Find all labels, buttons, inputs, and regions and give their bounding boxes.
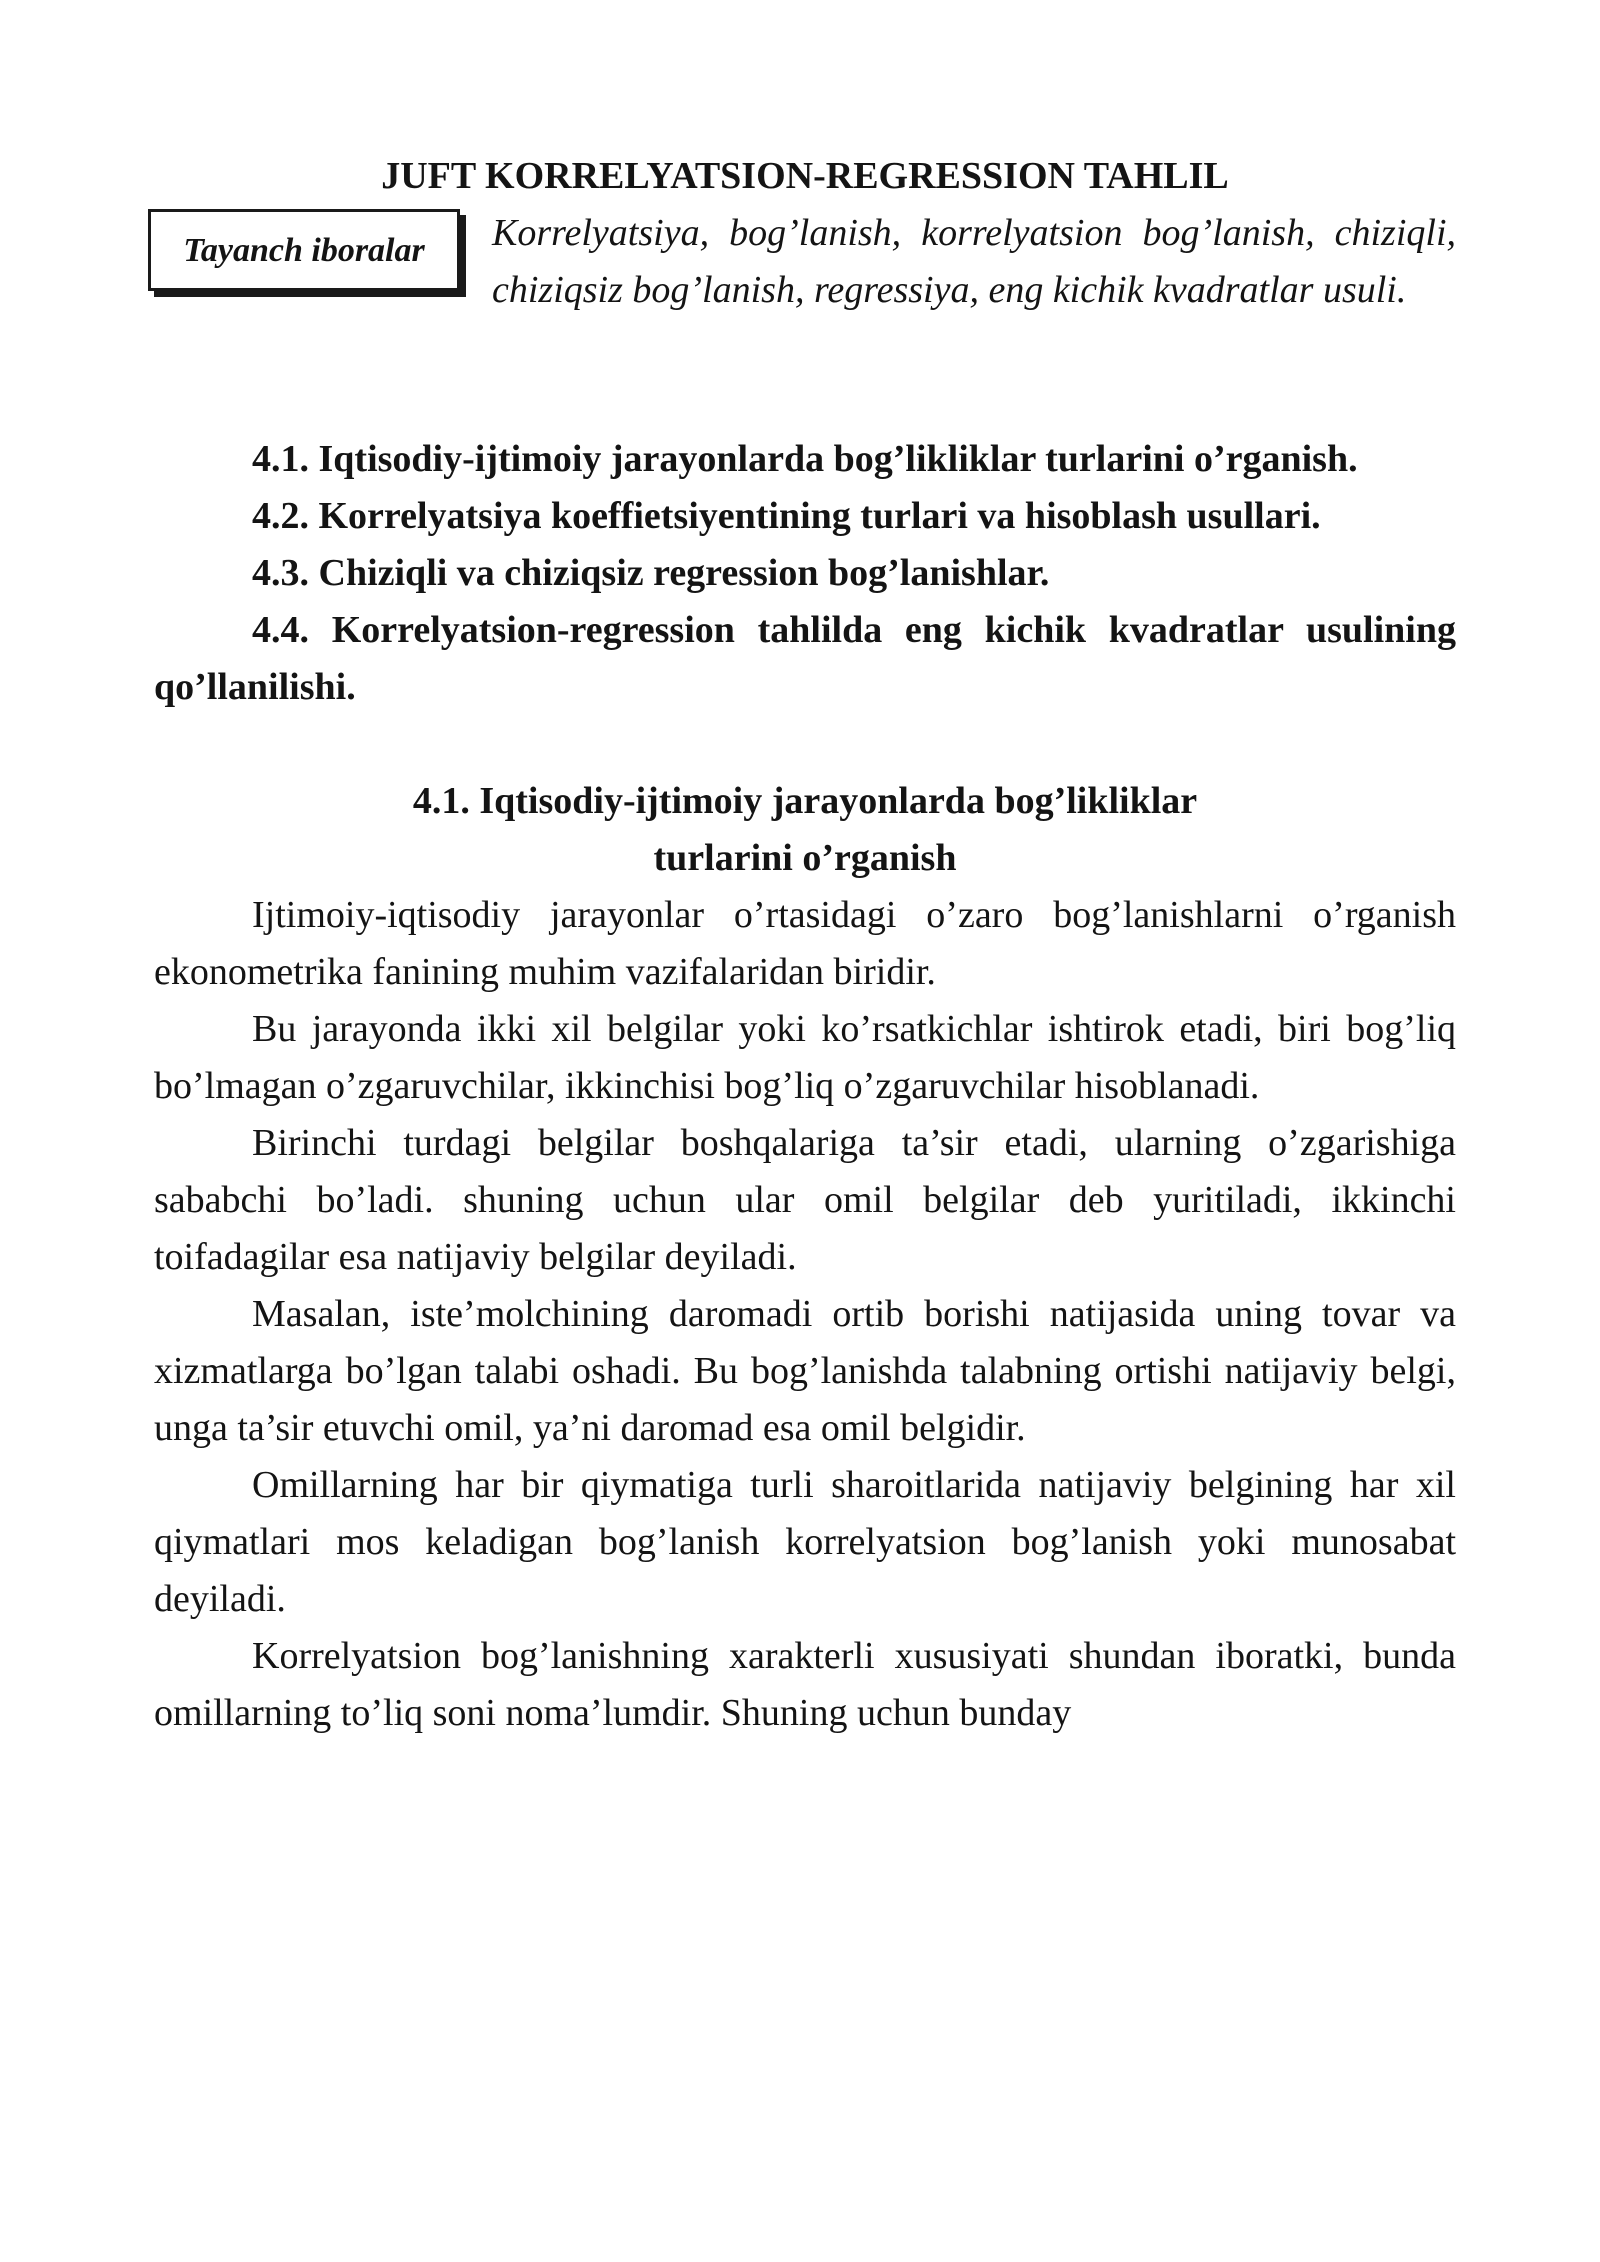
- document-page: [154, 148, 1456, 1742]
- body-paragraph: Birinchi turdagi belgilar boshqalariga ta’sir etadi, ularning o’zgarishiga sababchi bo’ladi. shuning uchun ular omil belgilar deb yuritiladi, ikkinchi toifadagilar esa natijaviy belgilar deyiladi.: [154, 1122, 1456, 1278]
- section-heading-line-1: 4.1. Iqtisodiy-ijtimoiy jarayonlarda bog’likliklar: [412, 780, 1198, 822]
- plan-item: 4.4. Korrelyatsion-regression tahlilda eng kichik kvadratlar usulining qo’llanilishi.: [154, 609, 1456, 708]
- plan-item: 4.1. Iqtisodiy-ijtimoiy jarayonlarda bog’likliklar turlarini o’rganish.: [252, 438, 1358, 480]
- plan-item: 4.2. Korrelyatsiya koeffietsiyentining turlari va hisoblash usullari.: [252, 495, 1321, 537]
- section-heading: [154, 773, 1456, 887]
- body-paragraph: Bu jarayonda ikki xil belgilar yoki ko’rsatkichlar ishtirok etadi, biri bog’liq bo’lmagan o’zgaruvchilar, ikkinchisi bog’liq o’zgaruvchilar hisoblanadi.: [154, 1008, 1456, 1107]
- keywords-label-box: [148, 209, 466, 297]
- body-paragraph: Omillarning har bir qiymatiga turli sharoitlarida natijaviy belgining har xil qiymatlari mos keladigan bog’lanish korrelyatsion bog’lanish yoki munosabat deyiladi.: [154, 1464, 1456, 1620]
- section-body: [154, 887, 1456, 1742]
- section-heading-line-2: turlarini o’rganish: [653, 837, 957, 879]
- chapter-plan: [154, 431, 1456, 716]
- keywords-block: [154, 205, 1456, 319]
- body-paragraph: Masalan, iste’molchining daromadi ortib borishi natijasida uning tovar va xizmatlarga bo’lgan talabi oshadi. Bu bog’lanishda talabning ortishi natijaviy belgi, unga ta’sir etuvchi omil, ya’ni daromad esa omil belgidir.: [154, 1293, 1456, 1449]
- keywords-label: Tayanch iboralar: [183, 231, 425, 269]
- body-paragraph: Ijtimoiy-iqtisodiy jarayonlar o’rtasidagi o’zaro bog’lanishlarni o’rganish ekonometrika fanining muhim vazifalaridan biridir.: [154, 894, 1456, 993]
- plan-item: 4.3. Chiziqli va chiziqsiz regression bog’lanishlar.: [252, 552, 1050, 594]
- body-paragraph: Korrelyatsion bog’lanishning xarakterli xususiyati shundan iboratki, bunda omillarning to’liq soni noma’lumdir. Shuning uchun bunday: [154, 1635, 1456, 1734]
- folded-corner-icon: [440, 283, 466, 297]
- document-title: JUFT KORRELYATSION-REGRESSION TAHLIL: [381, 155, 1229, 197]
- keywords-label-frame: [148, 209, 460, 291]
- keywords-text: Korrelyatsiya, bog’lanish, korrelyatsion bog’lanish, chiziqli, chiziqsiz bog’lanish, regressiya, eng kichik kvadratlar usuli.: [492, 212, 1456, 311]
